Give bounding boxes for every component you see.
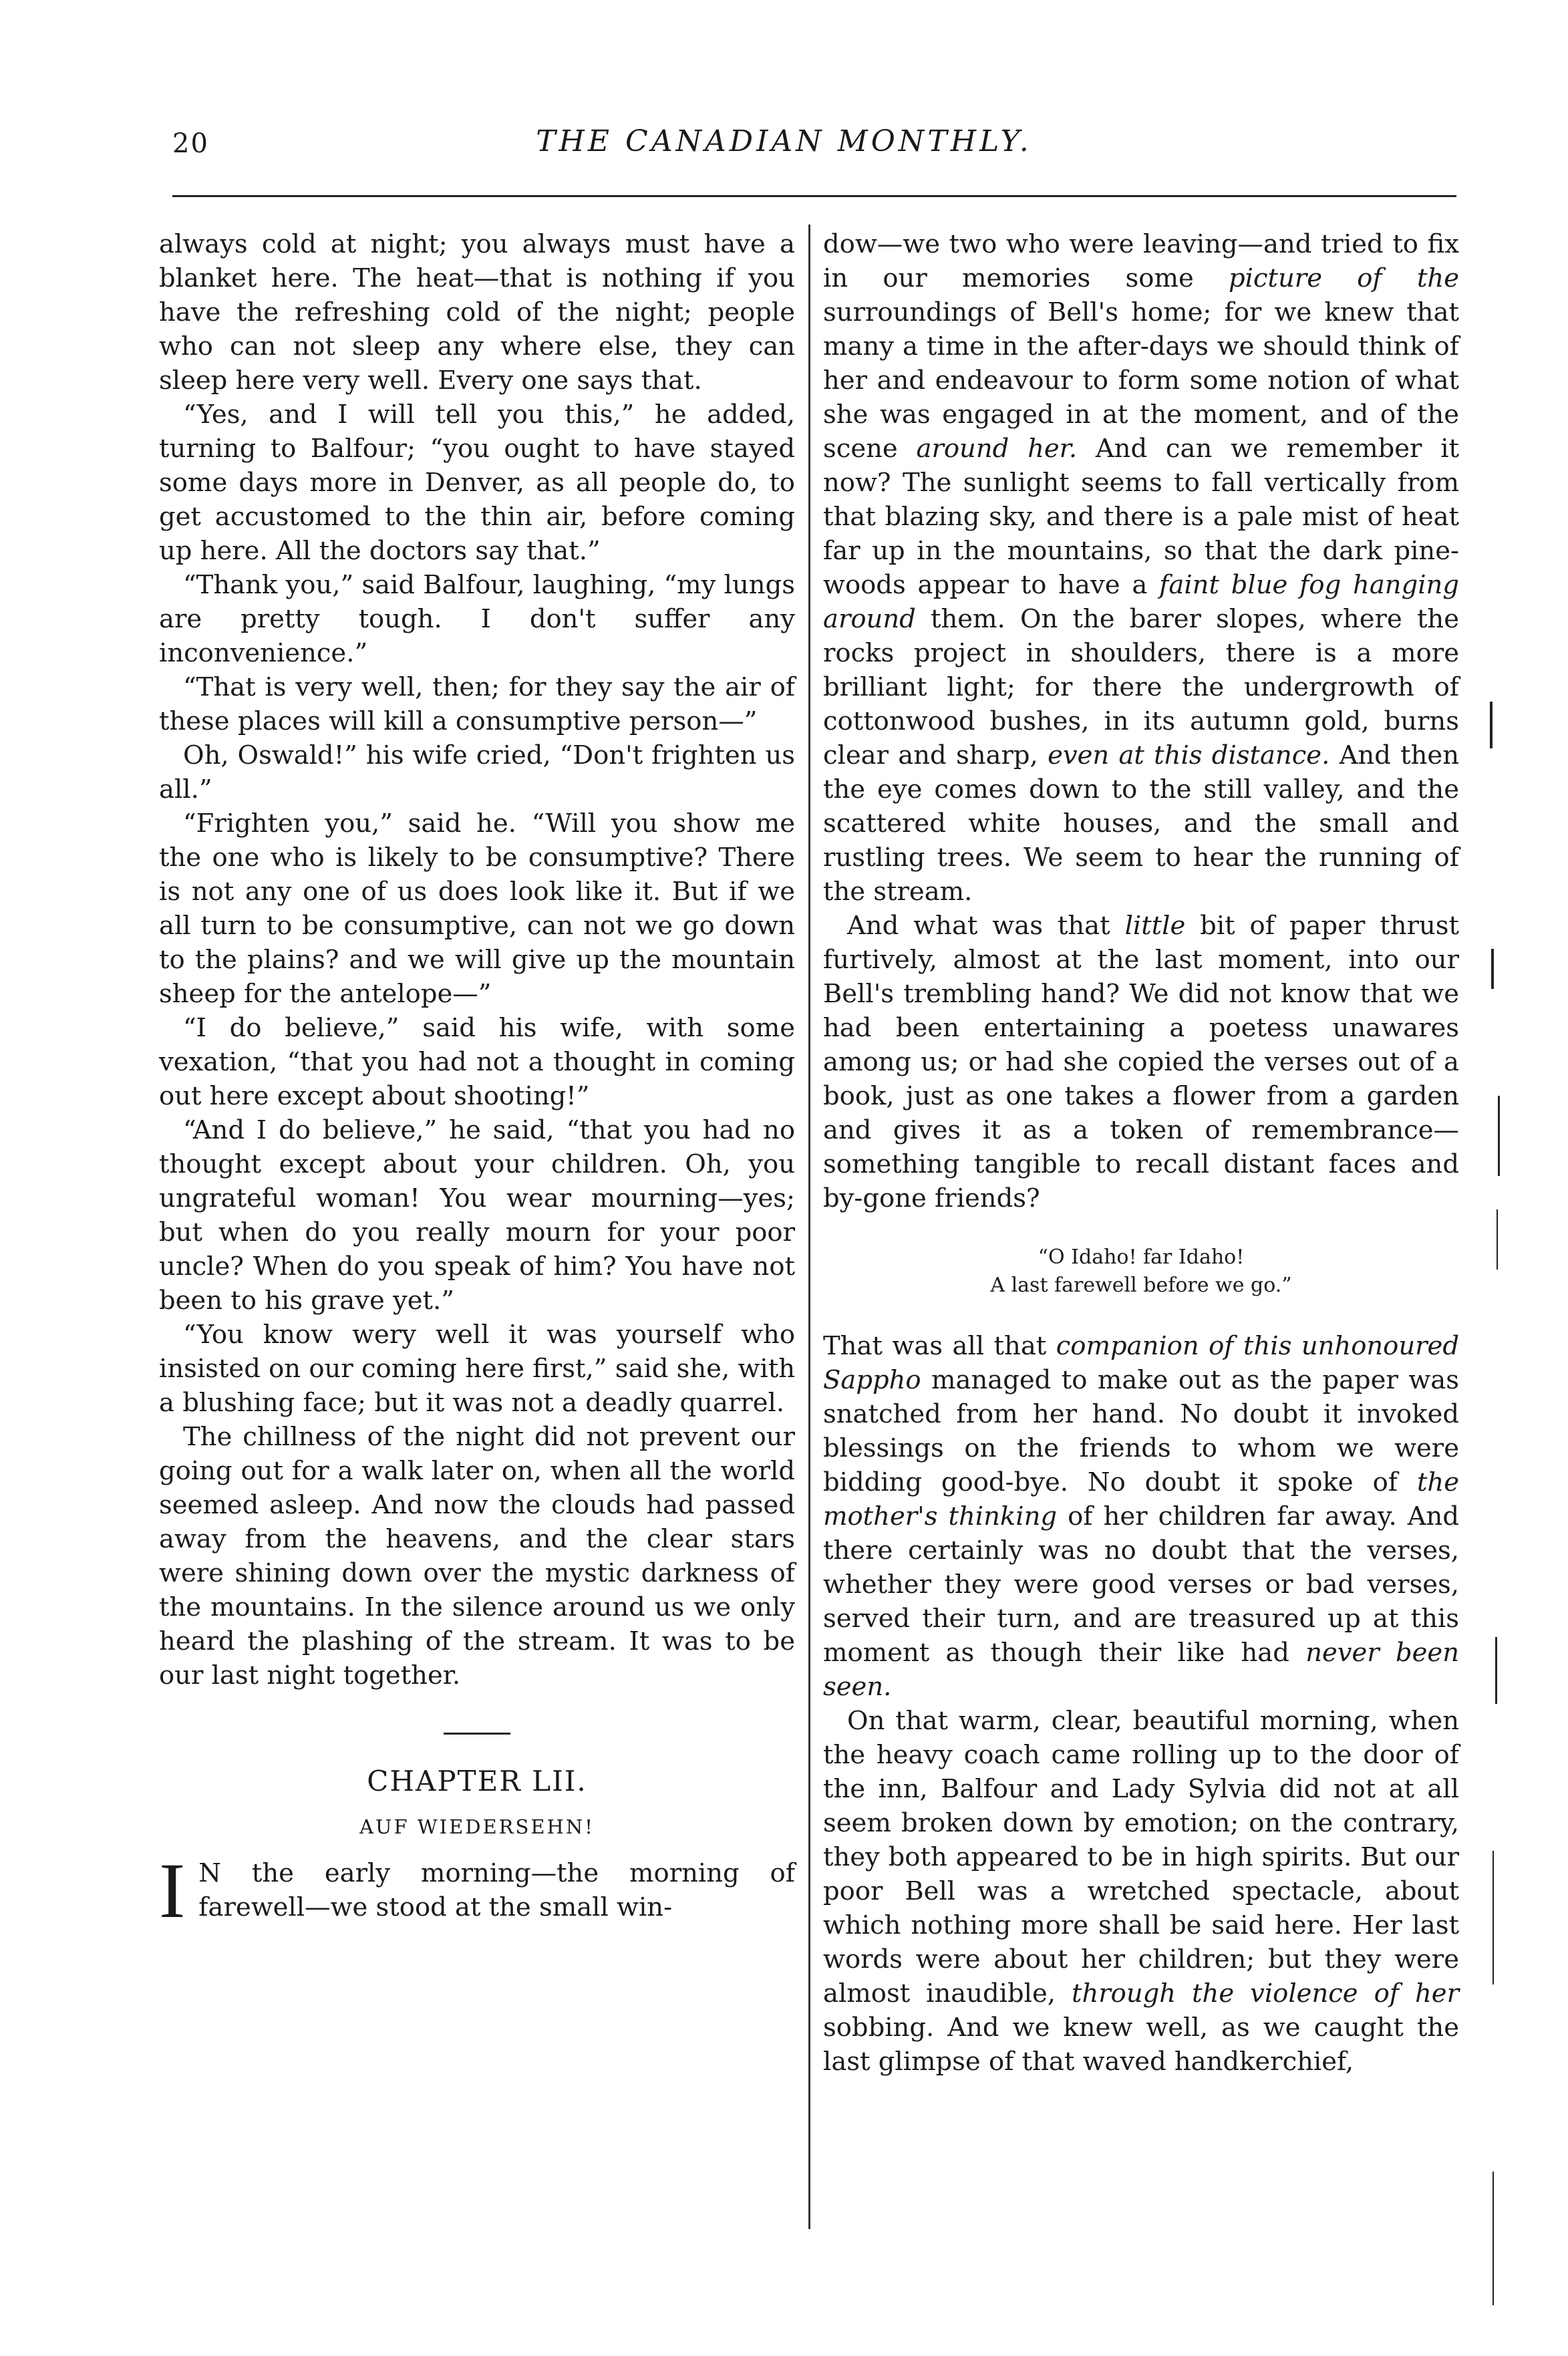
text-run: dow—we two who were leaving—and tried to fix in our memories some — [823, 229, 1459, 293]
italic-run: little — [1124, 911, 1186, 941]
text-run: On that warm, clear, beautiful morning, when the heavy coach came rolling up to the door of the inn, Balfour and Lady Sylvia did not at all seem broken down by emotion; on the contrary, they both appeared to be in high spirits. But our poor Bell was a wretched spectacle, about which nothing more shall be said here. Her last words were about her children; but they were almost inaudible, — [823, 1706, 1459, 2009]
paragraph: “Frighten you,” said he. “Will you show me the one who is likely to be consumptive? There is not any one of us does look like it. But if we all turn to be consumptive, can not we go down to the plains? and we will give up the mountain sheep for the antelope—” — [159, 808, 795, 1009]
text-run: And can we remember it now? The sunlight seems to fall vertically from that blazing sky, and there is a pale mist of heat far up in the mountains, so that the dark pine-woods appear to have a — [823, 434, 1460, 600]
verse-line: “O Idaho! far Idaho! — [1038, 1245, 1245, 1269]
header-rule — [172, 195, 1456, 197]
chapter-title: CHAPTER LII. — [367, 1765, 587, 1797]
paragraph: N the early morning—the morning of farewell—we stood at the small win- — [198, 1858, 795, 1922]
section-rule — [444, 1733, 510, 1735]
running-head: THE CANADIAN MONTHLY. — [536, 124, 1032, 158]
text-run: sobbing. And we knew well, as we caught the last glimpse of that waved handkerchief, — [823, 2013, 1459, 2077]
italic-run: through the violence of her — [1071, 1978, 1459, 2009]
paragraph: “You know wery well it was yourself who insisted on our coming here first,” said she, with a blushing face; but it was not a deadly quarrel. — [159, 1320, 795, 1418]
text-run: surroundings of Bell's home; for we knew that many a time in the after-days we should think of her and endeavour to form some notion of what she was engaged in at the moment, and of the scene — [823, 297, 1459, 464]
drop-cap: I — [159, 1847, 186, 1934]
paragraph: “Thank you,” said Balfour, laughing, “my lungs are pretty tough. I don't suffer any inconvenience.” — [159, 570, 795, 668]
text-run: managed to make out as the paper was snatched from her hand. No doubt it invoked blessings on the friends to whom we were bidding good-bye. No doubt it spoke of — [823, 1365, 1459, 1497]
paragraph: always cold at night; you always must have a blanket here. The heat—that is nothing if you have the refreshing cold of the night; people who can not sleep any where else, they can sleep here very well. Every one says that. — [159, 229, 795, 396]
paragraph — [823, 909, 1459, 1215]
text-run: them. On the barer slopes, where the rocks project in shoulders, there is a more brilliant light; for there the undergrowth of cottonwood bushes, in its autumn gold, burns clear and sharp, — [823, 604, 1459, 770]
chapter-subtitle: AUF WIEDERSEHN! — [359, 1815, 595, 1838]
verse-quote — [823, 1243, 1459, 1300]
right-column — [823, 227, 1459, 2079]
chapter-opening — [159, 1847, 795, 1934]
paragraph — [823, 227, 1459, 909]
page-number: 20 — [172, 128, 209, 159]
paragraph — [823, 1329, 1459, 1704]
left-column — [159, 227, 795, 1934]
italic-run: picture of the — [1229, 263, 1459, 293]
italic-run: even at this distance. — [1048, 740, 1330, 770]
verse-line: A last farewell before we go.” — [990, 1274, 1292, 1297]
paragraph: “I do believe,” said his wife, with some vexation, “that you had not a thought in coming out here except about shooting!” — [159, 1013, 795, 1111]
text-run: And what was that — [847, 911, 1125, 941]
paragraph: “Yes, and I will tell you this,” he added, turning to Balfour; “you ought to have stayed some days more in Denver, as all people do, to get accustomed to the thin air, before coming up here. All the doctors say that.” — [159, 400, 795, 566]
paragraph: The chillness of the night did not prevent our going out for a walk later on, when all the world seemed asleep. And now the clouds had passed away from the heavens, and the clear stars were shining down over the mystic darkness of the mountains. In the silence around us we only heard the plashing of the stream. It was to be our last night together. — [159, 1422, 795, 1690]
italic-run: the mother's thinking — [823, 1467, 1459, 1531]
text-run: That was all that — [823, 1331, 1056, 1361]
paragraph: Oh, Oswald!” his wife cried, “Don't frighten us all.” — [159, 740, 795, 804]
italic-run: faint blue fog hanging around — [823, 570, 1459, 634]
italic-run: never been seen. — [823, 1638, 1459, 1702]
italic-run: around her. — [916, 434, 1078, 464]
paragraph: “That is very well, then; for they say the air of these places will kill a consumptive person—” — [159, 672, 795, 736]
italic-run: companion of this unhonoured Sappho — [823, 1331, 1459, 1395]
paragraph — [823, 1704, 1459, 2079]
text-run: And then the eye comes down to the still valley, and the scattered white houses, and the small and rustling trees. We seem to hear the running of the stream. — [823, 740, 1459, 907]
paragraph: “And I do believe,” he said, “that you had no thought except about your children. Oh, you ungrateful woman! You wear mourning—yes; but when do you really mourn for your poor uncle? When do you speak of him? You have not been to his grave yet.” — [159, 1115, 795, 1316]
text-run: bit of paper thrust furtively, almost at the last moment, into our Bell's trembling hand? We did not know that we had been entertaining a poetess unawares among us; or had she copied the verses out of a book, just as one takes a flower from a garden and gives it as a token of remembrance—something tangible to recall distant faces and by-gone friends? — [823, 911, 1459, 1213]
text-run: of her children far away. And there certainly was no doubt that the verses, whether they were good verses or bad verses, served their turn, and are treasured up at this moment as though their like had — [823, 1501, 1459, 1668]
column-divider — [808, 225, 810, 2229]
